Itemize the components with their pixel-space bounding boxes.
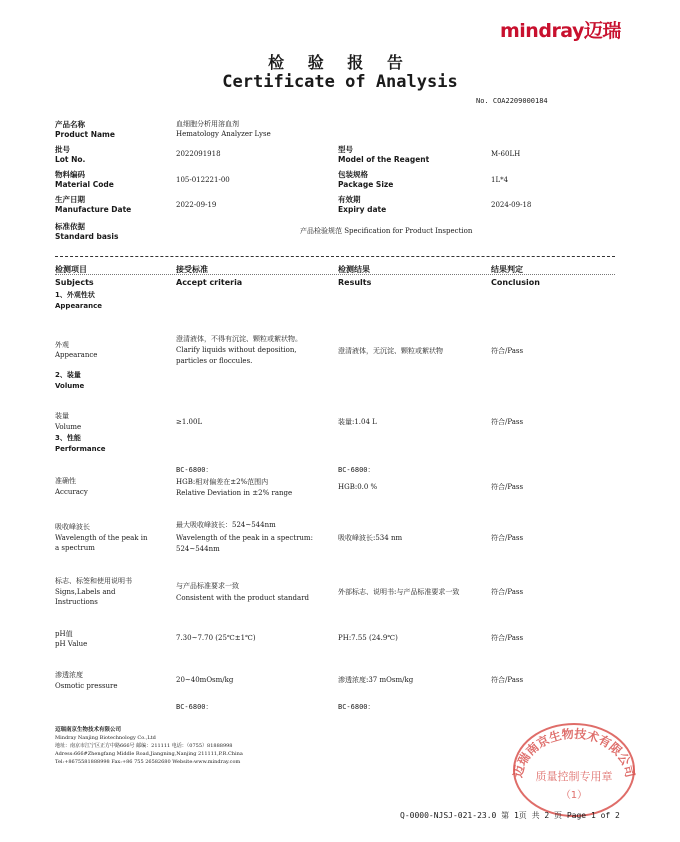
header-subjects-cn: 检测项目	[55, 265, 87, 274]
mindray-logo: mindray迈瑞	[500, 20, 621, 42]
model-value: M-60LH	[491, 150, 521, 158]
lot-value: 2022091918	[176, 150, 221, 158]
volume-subject-en: Volume	[55, 423, 82, 431]
standard-basis-value: 产品检验规范 Specification for Product Inspection	[300, 227, 473, 235]
standard-basis-label-cn: 标准依据	[55, 222, 85, 231]
wavelength-criteria-line: 524~544nm	[176, 545, 220, 553]
labels-conclusion: 符合/Pass	[491, 588, 524, 596]
header-divider	[55, 274, 615, 275]
expiry-date-value: 2024-09-18	[491, 201, 532, 209]
volume-conclusion: 符合/Pass	[491, 418, 524, 426]
expiry-date-label-cn: 有效期	[338, 195, 361, 204]
labels-criteria-line: Consistent with the product standard	[176, 594, 310, 602]
labels-subject-en: Signs,Labels and	[55, 588, 116, 596]
appearance-subject-cn: 外观	[55, 341, 69, 349]
package-size-label-en: Package Size	[338, 180, 394, 189]
company-contact: Tel:+8675581888998 Fax:+86 755 26582680 Website:www.mindray.com	[55, 759, 241, 765]
accuracy-criteria-line: Relative Deviation in ±2% range	[176, 489, 293, 497]
accuracy-criteria-line: BC-6800：	[176, 466, 213, 474]
ph-conclusion: 符合/Pass	[491, 634, 524, 642]
volume-subject-cn: 装量	[55, 412, 69, 420]
volume-criteria: ≥1.00L	[176, 418, 203, 426]
expiry-date-label-en: Expiry date	[338, 205, 387, 214]
header-conclusion-en: Conclusion	[491, 278, 540, 287]
appearance-criteria-line: particles or floccules.	[176, 357, 253, 365]
wavelength-subject-cn: 吸收峰波长	[55, 523, 90, 531]
model-label-cn: 型号	[338, 145, 353, 154]
header-results-en: Results	[338, 278, 372, 287]
labels-criteria-line: 与产品标准要求一致	[176, 582, 239, 590]
wavelength-subject-en: a spectrum	[55, 544, 95, 552]
divider-top	[55, 256, 615, 257]
section-performance-cn: 3、性能	[55, 434, 81, 442]
accuracy-result-line: HGB:0.0 %	[338, 483, 378, 491]
appearance-criteria-line: 澄清液体，不得有沉淀、颗粒或絮状物。	[176, 335, 302, 343]
quality-control-stamp	[510, 718, 638, 818]
product-name-label-en: Product Name	[55, 130, 115, 139]
wavelength-result: 吸收峰波长:534 nm	[338, 534, 403, 542]
bc-result-tail: BC-6800：	[338, 703, 375, 711]
header-subjects-en: Subjects	[55, 278, 94, 287]
header-results-cn: 检测结果	[338, 265, 370, 274]
stamp-number: （1）	[560, 790, 588, 801]
labels-result: 外部标志、说明书:与产品标准要求一致	[338, 588, 460, 596]
product-name-label-cn: 产品名称	[55, 120, 85, 129]
osmotic-conclusion: 符合/Pass	[491, 676, 524, 684]
section-appearance-en: Appearance	[55, 302, 102, 310]
header-conclusion-cn: 结果判定	[491, 265, 523, 274]
ph-subject-en: pH Value	[55, 640, 88, 648]
ph-result: PH:7.55 (24.9℃)	[338, 634, 398, 642]
package-size-value: 1L*4	[491, 176, 509, 184]
osmotic-subject-en: Osmotic pressure	[55, 682, 118, 690]
ph-criteria: 7.30~7.70 (25℃±1℃)	[176, 634, 256, 642]
header-criteria-en: Accept criteria	[176, 278, 243, 287]
certificate-number: No. COA2209000184	[476, 97, 548, 105]
accuracy-subject-cn: 准确性	[55, 477, 76, 485]
package-size-label-cn: 包装规格	[338, 170, 368, 179]
page-footer: Q-0000-NJSJ-021-23.0 第 1页 共 2 页 Page 1 of 2	[400, 811, 620, 820]
section-appearance-cn: 1、外观性状	[55, 291, 95, 299]
accuracy-conclusion: 符合/Pass	[491, 483, 524, 491]
title-chinese: 检 验 报 告	[268, 53, 412, 72]
stamp-ring-text: 迈瑞南京生物技术有限公司	[510, 726, 638, 779]
material-code-label-en: Material Code	[55, 180, 114, 189]
standard-basis-label-en: Standard basis	[55, 232, 119, 241]
appearance-criteria-line: Clarify liquids without deposition,	[176, 346, 297, 354]
product-name-value-en: Hematology Analyzer Lyse	[176, 130, 271, 138]
company-address-en: Adress:666#Zhengfang Middle Road,Jiangning,Nanjing 211111,P.R.China	[55, 751, 243, 757]
company-info	[55, 726, 243, 766]
manufacture-date-value: 2022-09-19	[176, 201, 217, 209]
section-performance-en: Performance	[55, 445, 106, 453]
osmotic-result: 渗透浓度:37 mOsm/kg	[338, 676, 414, 684]
labels-subject-cn: 标志、标签和使用说明书	[55, 577, 132, 585]
manufacture-date-label-en: Manufacture Date	[55, 205, 132, 214]
labels-subject-en: Instructions	[55, 598, 98, 606]
appearance-conclusion: 符合/Pass	[491, 347, 524, 355]
title-english: Certificate of Analysis	[222, 72, 458, 92]
section-volume-cn: 2、装量	[55, 371, 81, 379]
stamp-center-text: 质量控制专用章	[535, 770, 613, 783]
company-address-cn: 地址：南京市江宁区正方中路666号 邮编：211111 电话：（0755）81888998	[55, 743, 233, 749]
company-name-cn: 迈瑞南京生物技术有限公司	[55, 727, 122, 733]
ph-subject-cn: pH值	[55, 630, 73, 638]
model-label-en: Model of the Reagent	[338, 155, 430, 164]
header-criteria-cn: 接受标准	[176, 265, 208, 274]
wavelength-conclusion: 符合/Pass	[491, 534, 524, 542]
osmotic-subject-cn: 渗透浓度	[55, 671, 83, 679]
wavelength-subject-en: Wavelength of the peak in	[55, 534, 148, 542]
accuracy-subject-en: Accuracy	[55, 488, 88, 496]
material-code-value: 105-012221-00	[176, 176, 230, 184]
lot-label-cn: 批号	[55, 145, 70, 154]
section-volume-en: Volume	[55, 382, 85, 390]
wavelength-criteria-line: Wavelength of the peak in a spectrum:	[176, 534, 313, 542]
appearance-subject-en: Appearance	[55, 351, 98, 359]
appearance-result: 澄清液体，无沉淀、颗粒或絮状物	[338, 347, 443, 355]
material-code-label-cn: 物料编码	[55, 170, 85, 179]
product-name-value-cn: 血细胞分析用溶血剂	[176, 120, 239, 128]
lot-label-en: Lot No.	[55, 155, 86, 164]
wavelength-criteria-line: 最大吸收峰波长：524~544nm	[176, 521, 276, 529]
bc-criteria-tail: BC-6800：	[176, 703, 213, 711]
accuracy-result-line: BC-6800：	[338, 466, 375, 474]
accuracy-criteria-line: HGB:相对偏差在±2%范围内	[176, 478, 269, 486]
manufacture-date-label-cn: 生产日期	[55, 195, 85, 204]
volume-result: 装量:1.04 L	[338, 418, 377, 426]
company-name-en: Mindray Nanjing Biotechnology Co.,Ltd	[55, 735, 156, 741]
osmotic-criteria: 20~40mOsm/kg	[176, 676, 234, 684]
